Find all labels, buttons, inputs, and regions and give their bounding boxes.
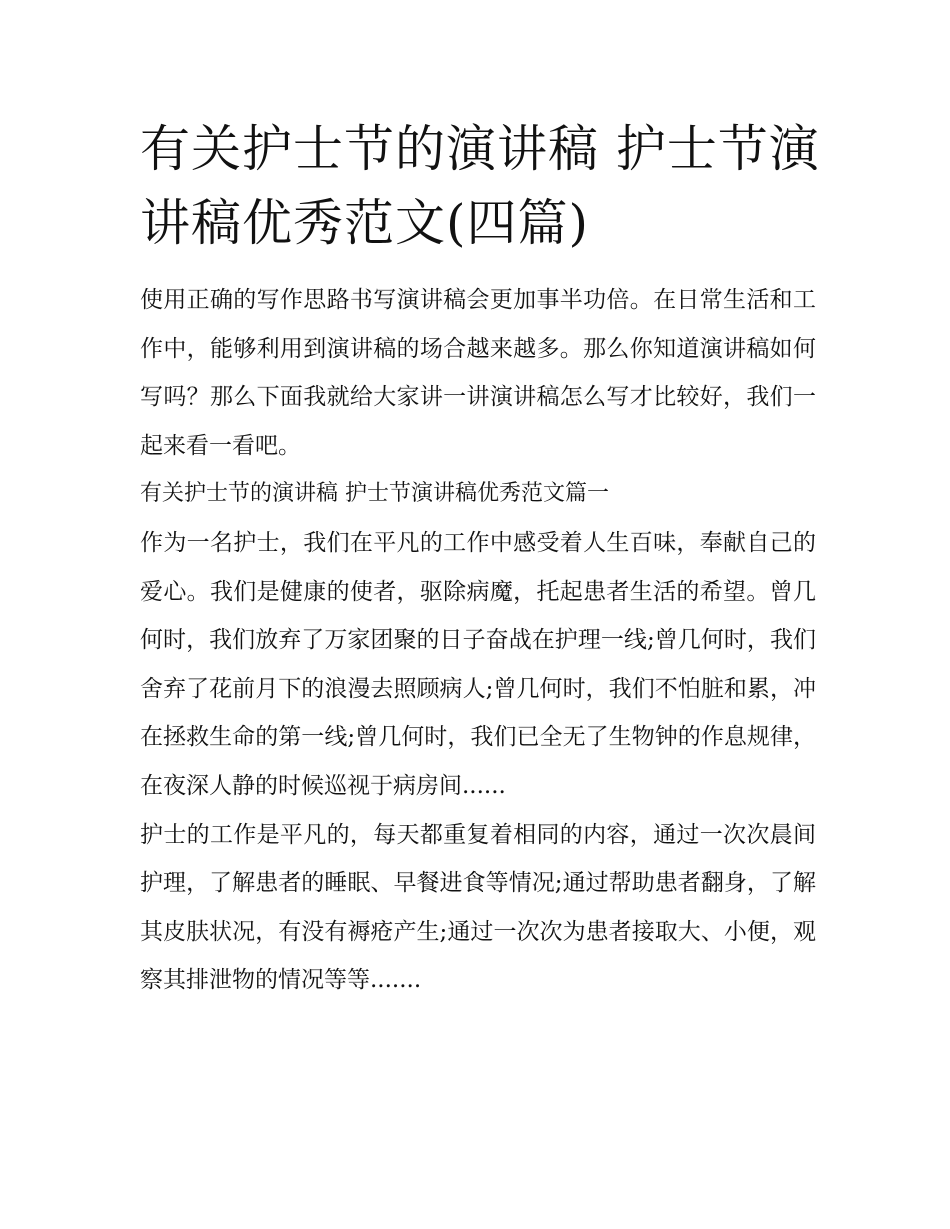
section-heading: 有关护士节的演讲稿 护士节演讲稿优秀范文篇一 xyxy=(140,481,609,507)
body-paragraph-2: 护士的工作是平凡的，每天都重复着相同的内容，通过一次次晨间护理，了解患者的睡眠、早餐进食等情况;通过帮助患者翻身，了解其皮肤状况，有没有褥疮产生;通过一次次为患者接取大、小便，观察其排泄物的情况等等....... xyxy=(140,821,816,994)
document-title: 有关护士节的演讲稿 护士节演讲稿优秀范文(四篇) xyxy=(140,120,820,252)
body-paragraph-1: 作为一名护士，我们在平凡的工作中感受着人生百味，奉献自己的爱心。我们是健康的使者，驱除病魔，托起患者生活的希望。曾几何时，我们放弃了万家团聚的日子奋战在护理一线;曾几何时，我们舍弃了花前月下的浪漫去照顾病人;曾几何时，我们不怕脏和累，冲在拯救生命的第一线;曾几何时，我们已全无了生物钟的作息规律，在夜深人静的时候巡视于病房间...... xyxy=(140,529,816,799)
intro-paragraph: 使用正确的写作思路书写演讲稿会更加事半功倍。在日常生活和工作中，能够利用到演讲稿的场合越来越多。那么你知道演讲稿如何写吗？那么下面我就给大家讲一讲演讲稿怎么写才比较好，我们一起来看一看吧。 xyxy=(140,287,816,459)
document-body xyxy=(140,276,816,1005)
